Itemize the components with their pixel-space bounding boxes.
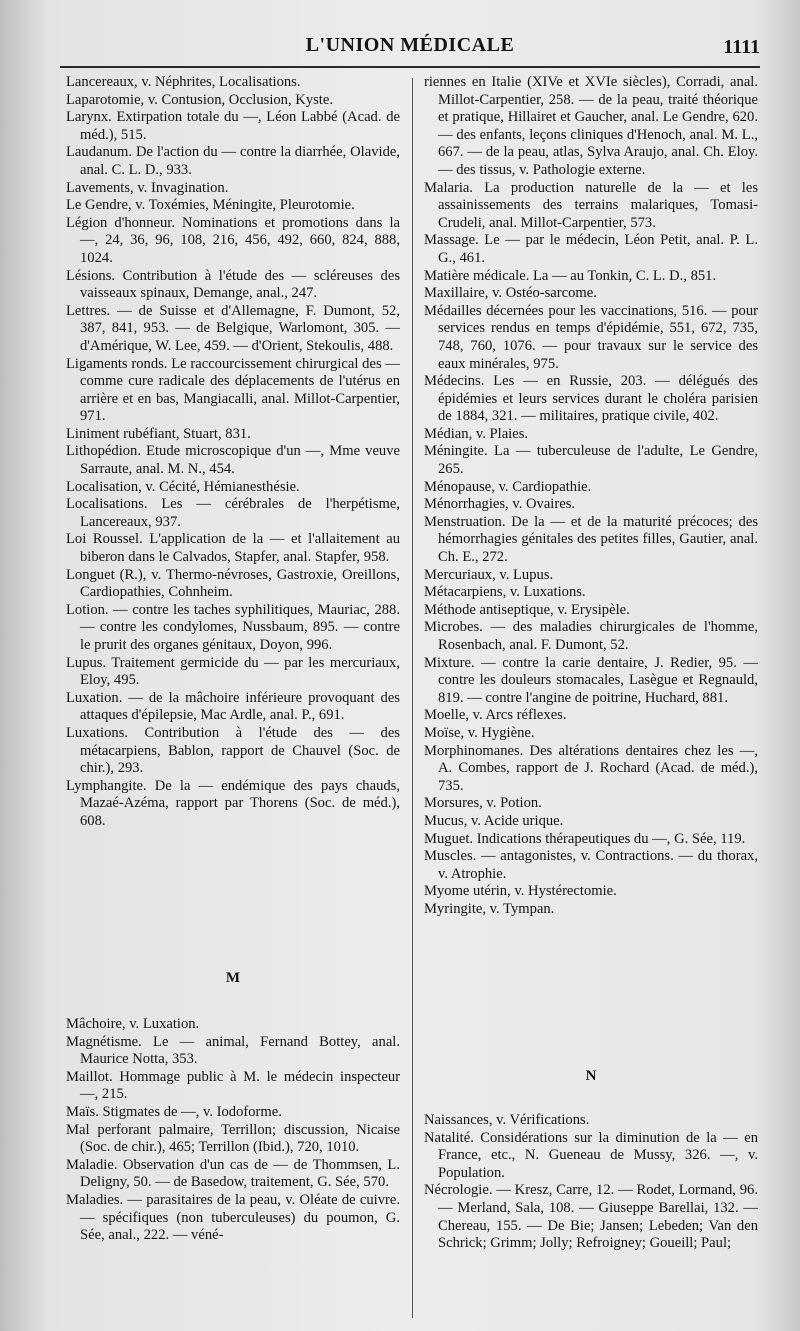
section-heading-n: N (585, 1068, 597, 1084)
index-entry: Le Gendre, v. Toxémies, Méningite, Pleurotomie. (66, 197, 355, 214)
index-entry: Maillot. Hommage public à M. le médecin inspecteur —, 215. (66, 1068, 400, 1103)
index-entry: Légion d'honneur. Nominations et promotions dans la —, 24, 36, 96, 108, 216, 456, 492, 660, 824, 888, 1024. (66, 214, 400, 266)
index-entry: Moelle, v. Arcs réflexes. (424, 707, 567, 724)
index-entry: Laudanum. De l'action du — contre la diarrhée, Olavide, anal. C. L. D., 933. (66, 144, 400, 178)
index-entry: Médian, v. Plaies. (424, 425, 529, 442)
index-entry: Lupus. Traitement germicide du — par les mercuriaux, Eloy, 495. (66, 654, 400, 689)
index-entry: Méningite. La — tuberculeuse de l'adulte, Le Gendre, 265. (424, 443, 758, 478)
index-entry: Muscles. — antagonistes, v. Contractions. — du thorax, v. Atrophie. (424, 848, 758, 882)
index-entry: Nécrologie. — Kresz, Carre, 12. — Rodet, Lormand, 96. — Merland, Sala, 108. — Giuseppe Barellai, 132. — Chereau, 155. — De Bie; Jansen; Lebeden; Van den Schrick; Grimm; Jolly; Refroigney; Goueill; Paul; (424, 1182, 758, 1252)
index-entry: Lotion. — contre les taches syphilitiques, Mauriac, 288. — contre les condylomes, Nussbaum, 895. — contre le prurit des organes génitaux, Doyon, 996. (66, 601, 400, 653)
index-entry: Liniment rubéfiant, Stuart, 831. (66, 425, 251, 442)
index-entry: Mâchoire, v. Luxation. (66, 1016, 200, 1032)
index-entry: Mal perforant palmaire, Terrillon; discussion, Nicaise (Soc. de chir.), 465; Terrillon (Ibid.), 720, 1010. (66, 1121, 400, 1156)
index-entry: Lettres. — de Suisse et d'Allemagne, F. Dumont, 52, 387, 841, 953. — de Belgique, Warlomont, 305. — d'Amérique, W. Lee, 459. — d'Orient, Stekoulis, 488. (66, 302, 400, 354)
index-entry: Médecins. Les — en Russie, 203. — délégués des épidémies et leurs services durant le choléra parisien de 1884, 321. — militaires, pratique civile, 402. (424, 373, 758, 425)
index-entry: Magnétisme. Le — animal, Fernand Bottey, anal. Maurice Notta, 353. (66, 1033, 400, 1068)
right-column (424, 74, 758, 919)
index-entry: Maladies. — parasitaires de la peau, v. Oléate de cuivre. — spécifiques (non tuberculeuses) du poumon, G. Sée, anal., 222. — véné- (66, 1191, 400, 1244)
index-entry: Myringite, v. Tympan. (424, 900, 555, 917)
index-entry: Matière médicale. La — au Tonkin, C. L. D., 851. (424, 267, 717, 284)
index-entry: Méthode antiseptique, v. Erysipèle. (424, 601, 630, 618)
right-column-n-entries (424, 1112, 758, 1253)
index-entry: Laparotomie, v. Contusion, Occlusion, Kyste. (66, 91, 333, 108)
header-rule (60, 66, 760, 68)
index-entry: Ménorrhagies, v. Ovaires. (424, 496, 576, 513)
index-entry: Mucus, v. Acide urique. (424, 812, 564, 829)
index-entry: Lésions. Contribution à l'étude des — scléreuses des vaisseaux spinaux, Demange, anal., 247. (66, 267, 400, 302)
index-entry: Myome utérin, v. Hystérectomie. (424, 883, 617, 900)
index-entry: Menstruation. De la — et de la maturité précoces; des hémorrhagies génitales des petites filles, Gautier, anal. Ch. E., 272. (424, 513, 758, 566)
index-entry: Luxations. Contribution à l'étude des — des métacarpiens, Bablon, rapport de Chauvel (Soc. de chir.), 293. (66, 724, 400, 777)
index-entry: Larynx. Extirpation totale du —, Léon Labbé (Acad. de méd.), 515. (66, 109, 400, 143)
index-entry: Moïse, v. Hygiène. (424, 724, 535, 741)
running-header (60, 30, 760, 66)
index-entry: Mercuriaux, v. Lupus. (424, 566, 554, 583)
index-entry: Longuet (R.), v. Thermo-névroses, Gastroxie, Oreillons, Cardiopathies, Cohnheim. (66, 566, 400, 601)
index-entry: Médailles décernées pour les vaccinations, 516. — pour services rendus en temps d'épidémie, 551, 672, 735, 748, 760, 1076. — pour travaux sur le service des eaux minérales, 975. (424, 302, 758, 372)
index-entry: Maladie. Observation d'un cas de — de Thommsen, L. Deligny, 50. — de Basedow, traitement, G. Sée, 570. (66, 1156, 400, 1191)
left-column-m-entries (66, 1016, 400, 1245)
left-column (66, 74, 400, 831)
index-entry: Massage. Le — par le médecin, Léon Petit, anal. P. L. G., 461. (424, 232, 758, 266)
index-entry: Ménopause, v. Cardiopathie. (424, 478, 592, 495)
index-entry: Malaria. La production naturelle de la — et les assainissements des terrains malariques, Tomasi-Crudeli, anal. Millot-Carpentier, 573. (424, 179, 758, 231)
index-entry: Maxillaire, v. Ostéo-sarcome. (424, 285, 597, 302)
index-entry: Naissances, v. Vérifications. (424, 1112, 590, 1128)
index-entry: Lavements, v. Invagination. (66, 179, 229, 196)
index-entry: Muguet. Indications thérapeutiques du —, G. Sée, 119. (424, 830, 746, 847)
index-entry: Lymphangite. De la — endémique des pays chauds, Mazaé-Azéma, rapport par Thorens (Soc. de méd.), 608. (66, 777, 400, 829)
index-entry: Luxation. — de la mâchoire inférieure provoquant des attaques d'épilepsie, Mac Ardle, anal. P., 691. (66, 689, 400, 724)
section-heading-m: M (225, 970, 241, 986)
index-entry: Microbes. — des maladies chirurgicales de l'homme, Rosenbach, anal. F. Dumont, 52. (424, 619, 758, 653)
index-entry: Mixture. — contre la carie dentaire, J. Redier, 95. — contre les douleurs stomacales, Lasègue et Regnauld, 819. — contre l'angine de poitrine, Huchard, 881. (424, 654, 758, 706)
index-entry: Métacarpiens, v. Luxations. (424, 584, 586, 601)
index-entry: Loi Roussel. L'application de la — et l'allaitement au biberon dans le Calvados, Stapfer, anal. Stapfer, 958. (66, 531, 400, 566)
index-entry: Morphinomanes. Des altérations dentaires chez les —, A. Combes, rapport de J. Rochard (Acad. de méd.), 735. (424, 742, 758, 794)
index-entry: riennes en Italie (XIVe et XVIe siècles), Corradi, anal. Millot-Carpentier, 258. — de la peau, traité théorique et pratique, Hillairet et Gaucher, anal. Le Gendre, 620. — des enfants, leçons cliniques d'Henoch, anal. M. L., 667. — de la peau, atlas, Sylva Araujo, anal. Ch. Eloy. — des tissus, v. Pathologie externe. (424, 74, 758, 178)
index-entry: Lithopédion. Etude microscopique d'un —, Mme veuve Sarraute, anal. M. N., 454. (66, 443, 400, 478)
index-entry: Lancereaux, v. Néphrites, Localisations. (66, 74, 301, 90)
journal-title: L'UNION MÉDICALE (305, 34, 515, 56)
index-entry: Localisations. Les — cérébrales de l'herpétisme, Lancereaux, 937. (66, 496, 400, 530)
page-number: 1111 (723, 36, 760, 58)
index-entry: Morsures, v. Potion. (424, 795, 542, 812)
index-entry: Natalité. Considérations sur la diminution de la — en France, etc., N. Gueneau de Mussy, 326. —, v. Population. (424, 1129, 758, 1181)
index-entry: Maïs. Stigmates de —, v. Iodoforme. (66, 1103, 282, 1120)
column-divider (412, 78, 413, 1318)
index-entry: Localisation, v. Cécité, Hémianesthésie. (66, 478, 300, 495)
index-entry: Ligaments ronds. Le raccourcissement chirurgical des — comme cure radicale des déplacements de l'utérus en arrière et en bas, Mangiacalli, anal. Millot-Carpentier, 971. (66, 355, 400, 425)
